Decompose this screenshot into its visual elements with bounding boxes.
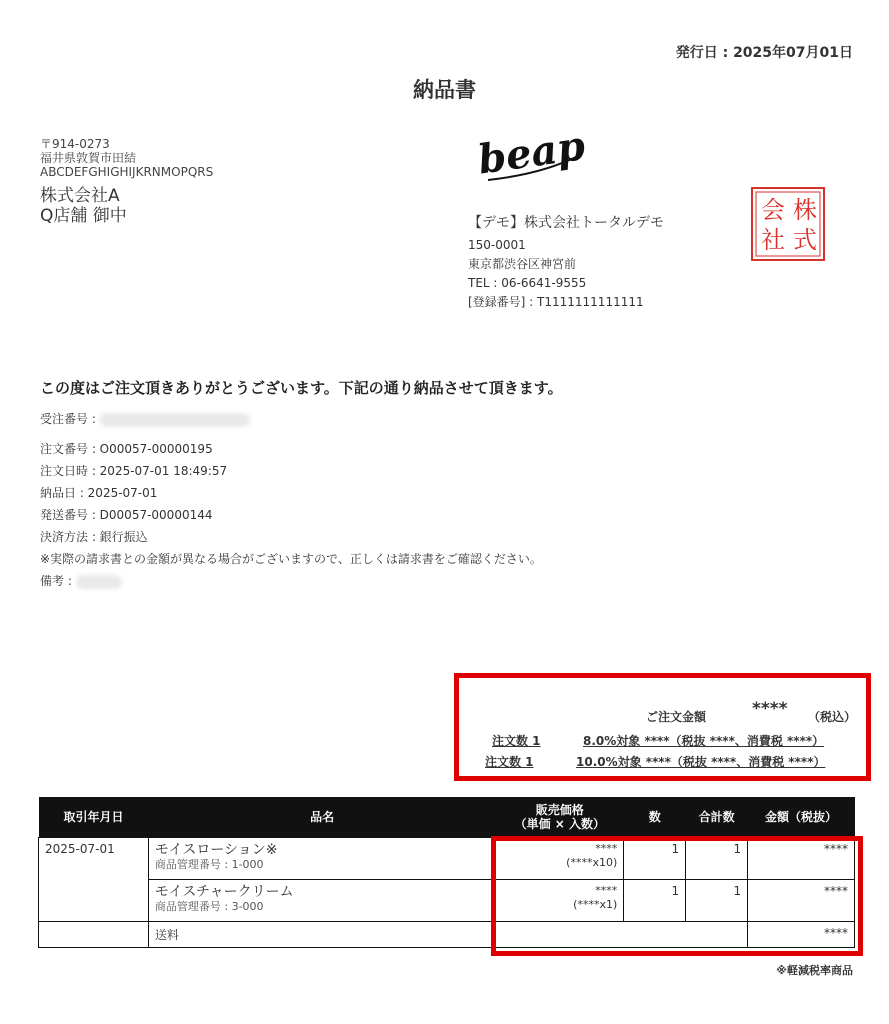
redacted-value [100, 413, 250, 427]
item-price: **** [595, 884, 618, 897]
item-unit: (****x10) [566, 856, 618, 869]
shipping-amount: **** [748, 922, 855, 948]
order-info [40, 408, 542, 592]
header-total-qty: 合計数 [686, 797, 748, 838]
shipping-label: 送料 [148, 922, 495, 948]
header-item: 品名 [148, 797, 495, 838]
order-total-amount: **** [752, 699, 788, 719]
remarks-row [40, 570, 542, 592]
brand-logo [474, 118, 594, 190]
tax-row-2-detail: 10.0%対象 ****（税抜 ****、消費税 ****） [576, 755, 826, 769]
header-amount: 金額（税抜） [748, 797, 855, 838]
document-title: 納品書 [413, 78, 476, 102]
recipient-store: Q店舗 御中 [40, 206, 127, 226]
row-qty: 1 [624, 838, 686, 880]
recipient-company: 株式会社A [40, 186, 120, 206]
seal-char: 会 [761, 196, 785, 224]
items-highlight-box [491, 836, 863, 956]
row-total-qty: 1 [686, 838, 748, 880]
order-total-tax-suffix: （税込） [808, 710, 857, 724]
tax-row-1-count: 注文数 1 [492, 734, 541, 748]
seal-char: 社 [761, 226, 785, 254]
recipient-address-line2: ABCDEFGHIGHIJKRNMOPQRS [40, 165, 214, 179]
redacted-remarks [76, 575, 122, 589]
order-number: 注文番号 : O00057-00000195 [40, 442, 213, 456]
sender-details [468, 236, 644, 312]
sender-tel: TEL : 06-6641-9555 [468, 276, 587, 290]
item-code: 商品管理番号 : 3-000 [154, 900, 264, 913]
item-price: **** [595, 842, 618, 855]
row-amount: **** [748, 838, 855, 880]
header-qty: 数 [624, 797, 686, 838]
row-qty: 1 [624, 880, 686, 922]
header-date: 取引年月日 [39, 797, 149, 838]
recipient-postal: 〒914-0273 [40, 137, 110, 151]
sender-address: 東京都渋谷区神宮前 [468, 257, 577, 271]
order-datetime: 注文日時 : 2025-07-01 18:49:57 [40, 464, 228, 478]
item-code: 商品管理番号 : 1-000 [154, 858, 264, 871]
sender-postal: 150-0001 [468, 238, 526, 252]
shipping-date-cell [39, 922, 149, 948]
table-header-row [39, 797, 855, 838]
order-no-row [40, 408, 542, 430]
row-total-qty: 1 [686, 880, 748, 922]
item-name: モイスチャークリーム [154, 884, 294, 900]
row-item [148, 838, 495, 880]
order-total-label: ご注文金額 [646, 710, 707, 724]
sender-registration: [登録番号] : T1111111111111 [468, 295, 644, 309]
seal-char: 式 [793, 226, 817, 254]
payment-method: 決済方法 : 銀行振込 [40, 530, 148, 544]
seal-char: 株 [793, 196, 817, 224]
recipient-address [40, 137, 213, 179]
row-date: 2025-07-01 [39, 838, 149, 922]
sender-name: 【デモ】株式会社トータルデモ [468, 215, 664, 231]
shipping-number: 発送番号 : D00057-00000144 [40, 508, 213, 522]
tax-row-2-count: 注文数 1 [485, 755, 534, 769]
header-price [496, 797, 624, 838]
brand-logo-text: beap [475, 122, 588, 184]
delivery-date: 納品日 : 2025-07-01 [40, 486, 158, 500]
header-price-line1: 販売価格 [535, 803, 584, 817]
recipient-address-line1: 福井県敦賀市田結 [40, 151, 137, 165]
row-item [148, 880, 495, 922]
recipient-name [40, 186, 127, 226]
order-no-label: 受注番号 : [40, 412, 96, 426]
row-amount: **** [748, 880, 855, 922]
tax-row-1-detail: 8.0%対象 ****（税抜 ****、消費税 ****） [583, 734, 825, 748]
reduced-tax-footnote: ※軽減税率商品 [776, 964, 853, 977]
item-unit: (****x1) [573, 898, 618, 911]
invoice-notice: ※実際の請求書との金額が異なる場合がございますので、正しくは請求書をご確認ください。 [40, 552, 542, 566]
thank-you-message: この度はご注文頂きありがとうございます。下記の通り納品させて頂きます。 [40, 379, 563, 397]
company-seal-stamp [750, 186, 826, 262]
header-price-line2: （単価 × 入数） [514, 817, 606, 831]
remarks-label: 備考 : [40, 574, 72, 588]
item-name: モイスローション※ [154, 842, 278, 858]
issue-date: 発行日 : 2025年07月01日 [675, 45, 853, 61]
